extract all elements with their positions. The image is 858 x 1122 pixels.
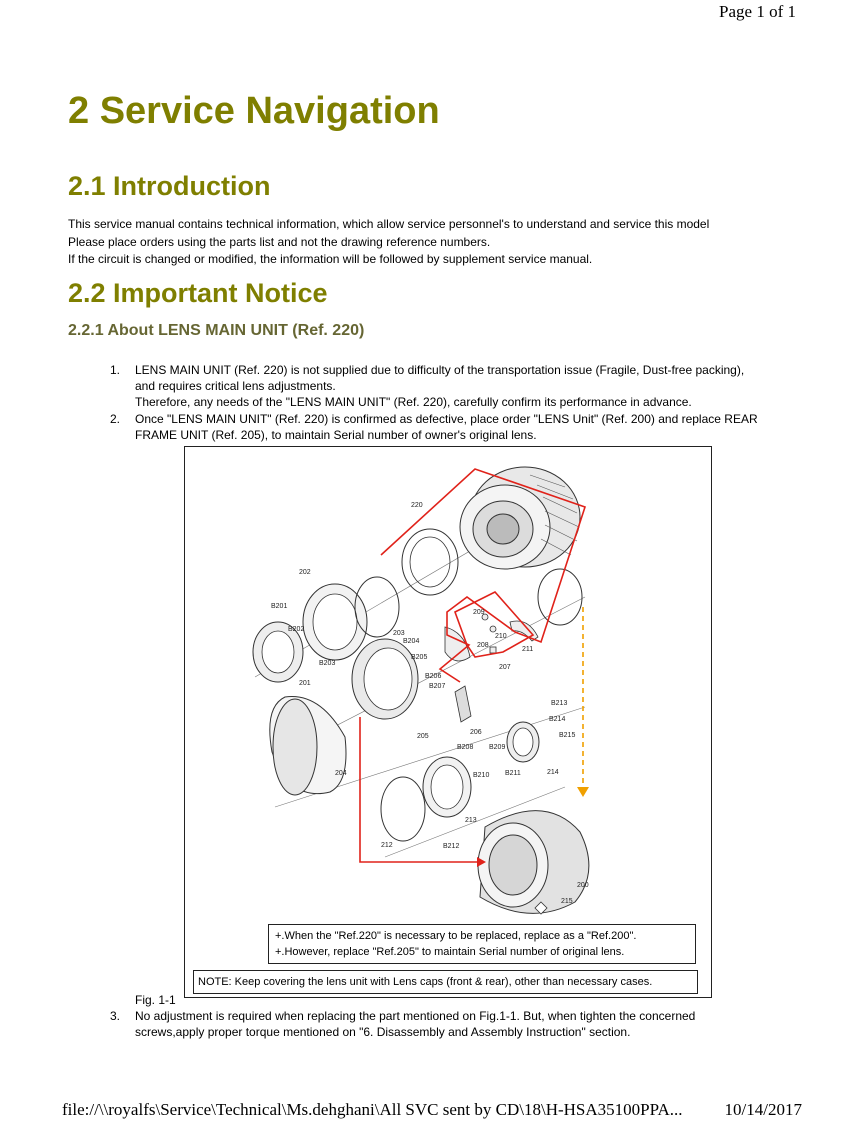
part-label: 207 bbox=[499, 664, 511, 671]
part-label: B204 bbox=[403, 638, 420, 645]
part-label: 200 bbox=[577, 882, 589, 889]
list-number: 2. bbox=[110, 412, 121, 426]
footer bbox=[62, 1100, 802, 1120]
part-label: B210 bbox=[473, 772, 490, 779]
exploded-view-diagram bbox=[185, 447, 713, 999]
part-label: 213 bbox=[465, 817, 477, 824]
subsection-heading: 2.2.1 About LENS MAIN UNIT (Ref. 220) bbox=[68, 322, 365, 339]
part-label: B205 bbox=[411, 654, 428, 661]
part-label: 209 bbox=[473, 609, 485, 616]
part-label: B211 bbox=[505, 770, 521, 777]
introduction-heading: 2.1 Introduction bbox=[68, 171, 271, 201]
part-label: B208 bbox=[457, 744, 474, 751]
note-line: +.When the "Ref.220" is necessary to be replaced, replace as a "Ref.200". bbox=[275, 930, 637, 942]
replacement-note bbox=[268, 924, 696, 964]
list-line: screws,apply proper torque mentioned on "6. Disassembly and Assembly Instruction" section. bbox=[135, 1025, 631, 1039]
part-label: 212 bbox=[381, 842, 393, 849]
introduction-text bbox=[68, 216, 828, 269]
list-line: No adjustment is required when replacing the part mentioned on Fig.1-1. But, when tighten the concerned bbox=[135, 1009, 696, 1023]
part-label: 220 bbox=[411, 502, 423, 509]
list-number: 3. bbox=[110, 1009, 121, 1023]
part-label: 210 bbox=[495, 633, 507, 640]
intro-line: Please place orders using the parts list and not the drawing reference numbers. bbox=[68, 234, 491, 249]
part-label: B212 bbox=[443, 843, 460, 850]
part-label: 215 bbox=[561, 898, 573, 905]
list-line: LENS MAIN UNIT (Ref. 220) is not supplied due to difficulty of the transportation issue (Fragile, Dust-free packing), bbox=[135, 363, 745, 377]
part-label: 202 bbox=[299, 569, 311, 576]
chapter-title: 2 Service Navigation bbox=[68, 90, 440, 132]
footer-file-path: file://\\royalfs\Service\Technical\Ms.dehghani\All SVC sent by CD\18\H-HSA35100PPA... bbox=[62, 1100, 683, 1119]
part-label: B214 bbox=[549, 716, 566, 723]
part-label: B209 bbox=[489, 744, 506, 751]
part-label: 208 bbox=[477, 642, 489, 649]
part-label: B215 bbox=[559, 732, 576, 739]
part-label: 204 bbox=[335, 770, 347, 777]
lens-cap-note: NOTE: Keep covering the lens unit with Lens caps (front & rear), other than necessary cases. bbox=[193, 970, 698, 994]
note-line: +.However, replace "Ref.205" to maintain Serial number of original lens. bbox=[275, 946, 625, 958]
part-label: B213 bbox=[551, 700, 568, 707]
part-label: B203 bbox=[319, 660, 336, 667]
part-label: 205 bbox=[417, 733, 429, 740]
part-label: 203 bbox=[393, 630, 405, 637]
important-notice-heading: 2.2 Important Notice bbox=[68, 278, 328, 308]
intro-line: This service manual contains technical information, which allow service personnel's to understand and service this model bbox=[68, 217, 710, 231]
part-label: 214 bbox=[547, 769, 559, 776]
footer-date: 10/14/2017 bbox=[724, 1100, 802, 1119]
part-label: 206 bbox=[470, 729, 482, 736]
part-label: B206 bbox=[425, 673, 442, 680]
list-line: Once "LENS MAIN UNIT" (Ref. 220) is confirmed as defective, place order "LENS Unit" (Ref. 200) and replace REAR bbox=[135, 412, 758, 426]
part-label: B201 bbox=[271, 603, 288, 610]
part-label: B202 bbox=[288, 626, 305, 633]
list-line: and requires critical lens adjustments. bbox=[135, 379, 336, 393]
list-number: 1. bbox=[110, 363, 121, 377]
part-label: B207 bbox=[429, 683, 446, 690]
page-number: Page 1 of 1 bbox=[719, 2, 796, 21]
list-line: Therefore, any needs of the "LENS MAIN UNIT" (Ref. 220), carefully confirm its performance in advance. bbox=[135, 395, 692, 409]
figure-caption: Fig. 1-1 bbox=[135, 993, 176, 1007]
part-label: 201 bbox=[299, 680, 311, 687]
exploded-view-figure bbox=[184, 446, 712, 998]
intro-line: If the circuit is changed or modified, the information will be followed by supplement service manual. bbox=[68, 252, 593, 266]
list-line: FRAME UNIT (Ref. 205), to maintain Serial number of owner's original lens. bbox=[135, 428, 537, 442]
part-label: 211 bbox=[522, 646, 534, 653]
